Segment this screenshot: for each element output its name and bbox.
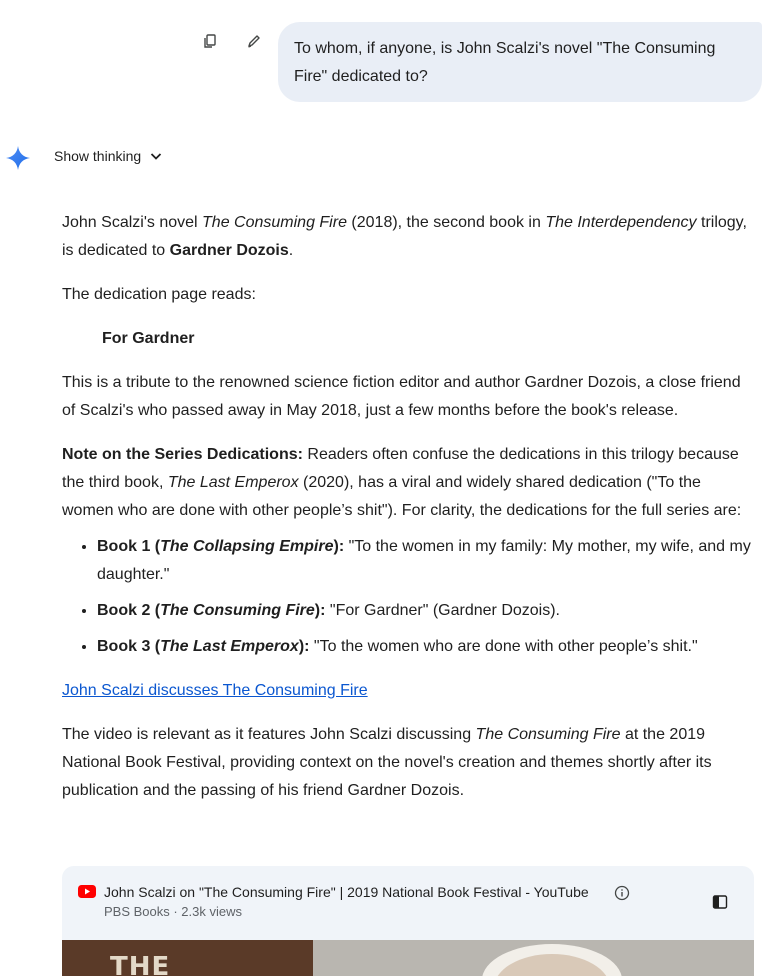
side-panel-icon[interactable] — [712, 894, 728, 915]
video-relevance-paragraph: The video is relevant as it features John Scalzi discussing The Consuming Fire at the 2019 National Book Festival, providing context on the novel's creation and themes shortly after its publication and the passing of his friend Gardner Dozois. — [62, 726, 712, 799]
list-item: • Book 2 (The Consuming Fire): "For Gardner" (Gardner Dozois). — [97, 597, 752, 625]
copy-icon — [202, 33, 218, 49]
tribute-paragraph: This is a tribute to the renowned science fiction editor and author Gardner Dozois, a close friend of Scalzi's who passed away in May 2018, just a few months before the book's release. — [62, 374, 741, 419]
thumbnail-text: THE — [110, 952, 171, 976]
series-list — [62, 533, 752, 661]
thumbnail-speaker — [452, 940, 652, 976]
video-subtitle: PBS Books · 2.3k views — [104, 904, 242, 919]
series-note-paragraph: Note on the Series Dedications: Readers often confuse the dedications in this trilogy because the third book, The Last Emperox (2020), has a viral and widely shared dedication ("To the women who are done with other people’s shit"). For clarity, the dedications for the full series are: — [62, 446, 742, 519]
dedication-intro: The dedication page reads: — [62, 286, 256, 303]
copy-button[interactable] — [197, 28, 223, 54]
video-thumbnail[interactable] — [62, 940, 754, 976]
list-item: • Book 1 (The Collapsing Empire): "To the women in my family: My mother, my wife, and my daughter." — [97, 533, 752, 589]
edit-button[interactable] — [241, 28, 267, 54]
youtube-icon — [78, 885, 96, 903]
video-card[interactable] — [62, 866, 754, 976]
user-message-bubble — [278, 22, 762, 102]
info-icon[interactable] — [614, 885, 630, 906]
response-content — [62, 209, 752, 805]
gemini-spark-icon — [5, 145, 31, 176]
response-intro: John Scalzi's novel The Consuming Fire (2018), the second book in The Interdependency trilogy, is dedicated to Gardner Dozois. — [62, 214, 747, 259]
edit-icon — [246, 33, 262, 49]
video-link[interactable]: John Scalzi discusses The Consuming Fire — [62, 682, 368, 699]
video-title[interactable]: John Scalzi on "The Consuming Fire" | 2019 National Book Festival - YouTube — [104, 884, 589, 900]
user-message-text: To whom, if anyone, is John Scalzi's novel "The Consuming Fire" dedicated to? — [294, 40, 716, 85]
thumbnail-book-cover — [62, 940, 313, 976]
dedication-quote: For Gardner — [102, 330, 195, 347]
chevron-down-icon — [149, 149, 163, 163]
show-thinking-label: Show thinking — [54, 148, 142, 164]
list-item: • Book 3 (The Last Emperox): "To the women who are done with other people’s shit." — [97, 633, 752, 661]
show-thinking-toggle[interactable] — [54, 148, 163, 164]
